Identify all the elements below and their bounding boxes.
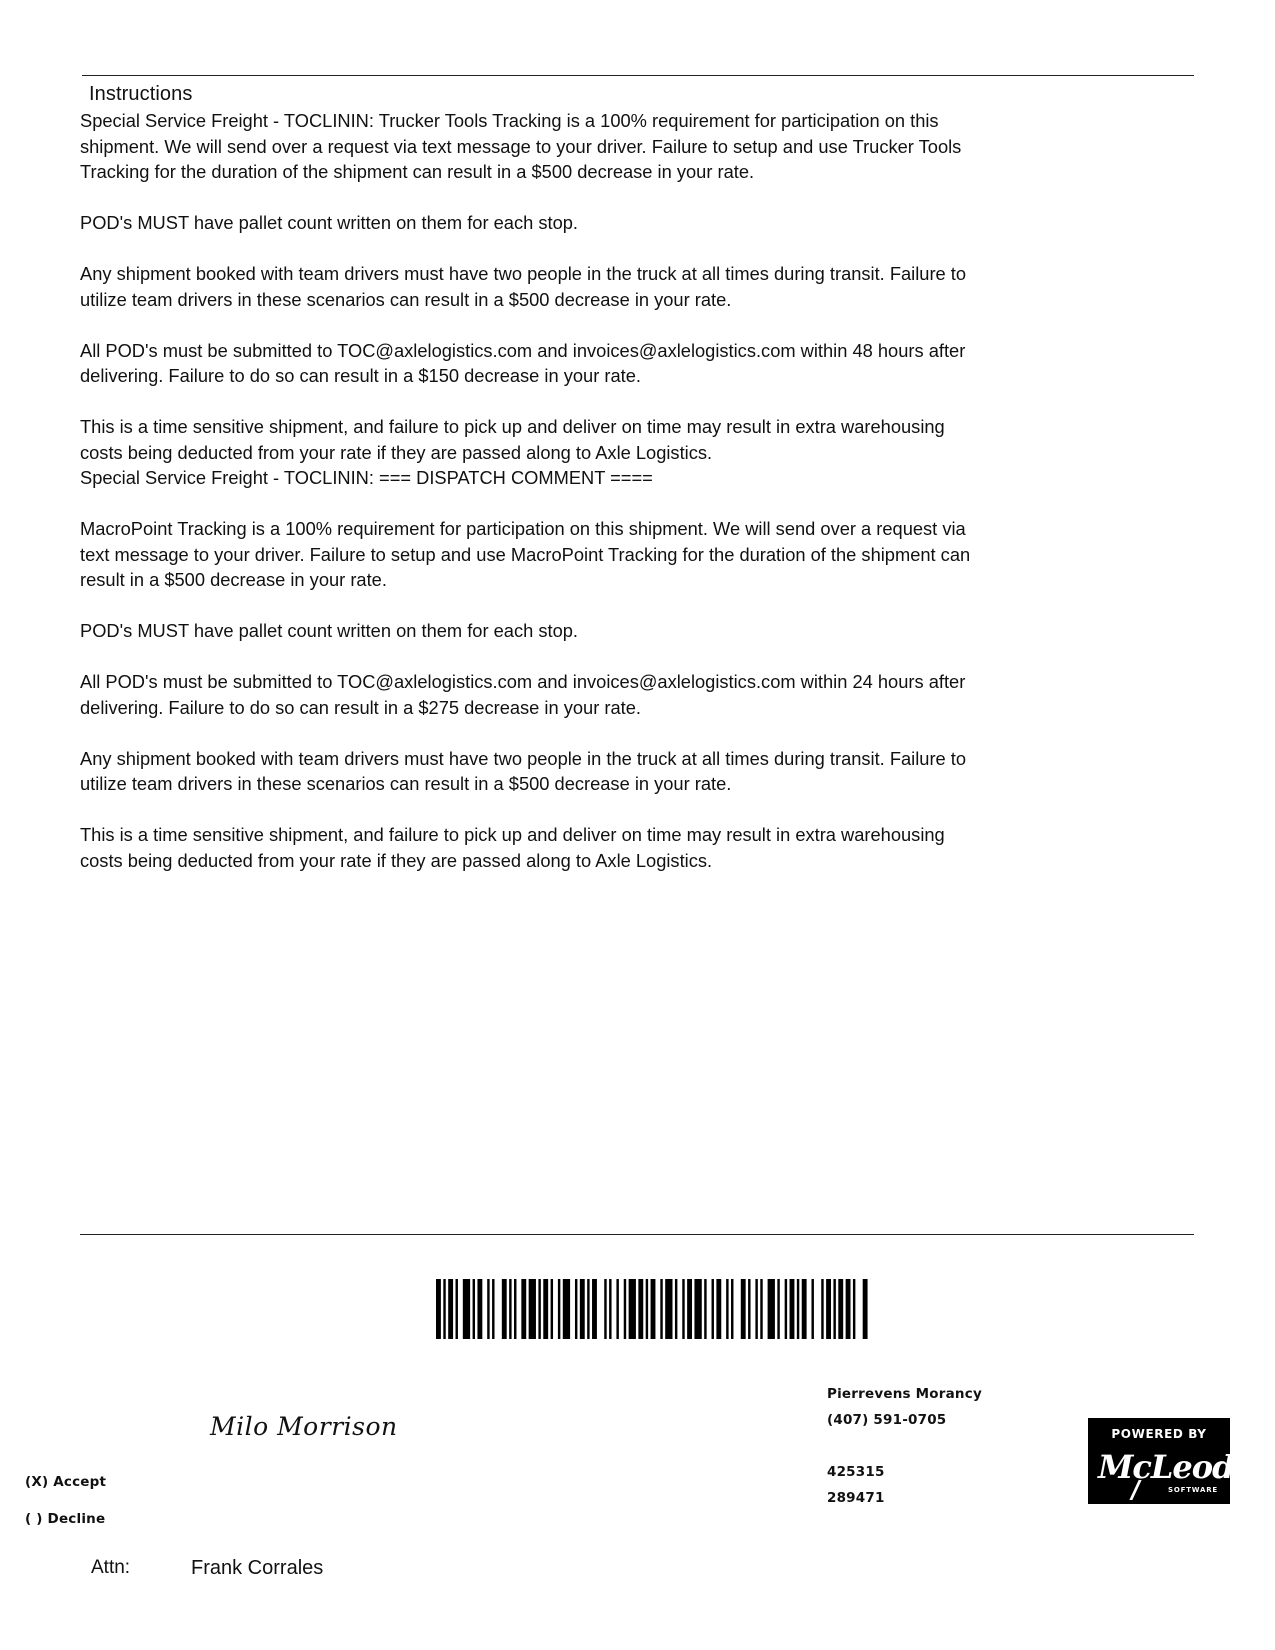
barcode-bar bbox=[811, 1279, 813, 1339]
reference-number: 425315 bbox=[827, 1464, 885, 1480]
barcode-bar bbox=[436, 1279, 441, 1339]
logo-powered-by: POWERED BY bbox=[1111, 1427, 1207, 1441]
barcode-bar bbox=[463, 1279, 470, 1339]
instruction-paragraph: Any shipment booked with team drivers must have two people in the truck at all times during transit. Failure to utilize team drivers in these scenarios can result in a $500 decrease in your rate. bbox=[80, 263, 967, 310]
barcode-bar bbox=[477, 1279, 482, 1339]
barcode-bar bbox=[609, 1279, 611, 1339]
barcode-bar bbox=[521, 1279, 526, 1339]
barcode-bar bbox=[768, 1279, 775, 1339]
barcode-bar bbox=[704, 1279, 706, 1339]
barcode-bar bbox=[592, 1279, 597, 1339]
barcode-bar bbox=[587, 1279, 589, 1339]
barcode-bar bbox=[755, 1279, 757, 1339]
barcode-bar bbox=[604, 1279, 606, 1339]
instruction-paragraph: MacroPoint Tracking is a 100% requirement for participation on this shipment. We will send over a request via text message to your driver. Failure to setup and use MacroPoint Tracking for the duration of the shipment can result in a $500 decrease in your rate. bbox=[80, 518, 971, 590]
logo-sub: SOFTWARE bbox=[1168, 1486, 1218, 1494]
barcode-bar bbox=[563, 1279, 570, 1339]
barcode-bar bbox=[665, 1279, 672, 1339]
barcode-bar bbox=[543, 1279, 548, 1339]
barcode-bar bbox=[777, 1279, 779, 1339]
barcode-bar bbox=[785, 1279, 787, 1339]
barcode-bar bbox=[726, 1279, 728, 1339]
top-divider bbox=[82, 75, 1194, 76]
barcode-bar bbox=[580, 1279, 585, 1339]
attn-label: Attn: bbox=[91, 1557, 131, 1578]
barcode-bar bbox=[760, 1279, 762, 1339]
bottom-divider bbox=[80, 1234, 1194, 1235]
barcode-bar bbox=[833, 1279, 835, 1339]
barcode-bar bbox=[838, 1279, 843, 1339]
barcode-bar bbox=[748, 1279, 750, 1339]
barcode-bar bbox=[802, 1279, 807, 1339]
signature: Milo Morrison bbox=[210, 1412, 398, 1441]
barcode-bar bbox=[731, 1279, 733, 1339]
barcode-bar bbox=[529, 1279, 536, 1339]
instruction-paragraph: Special Service Freight - TOCLININ: Trucker Tools Tracking is a 100% requirement for participation on this shipment. We will send over a request via text message to your driver. Failure to setup and use Trucker Tools Tracking for the duration of the shipment can result in a $500 decrease in your rate. bbox=[80, 110, 962, 182]
barcode-bar bbox=[694, 1279, 701, 1339]
barcode-bar bbox=[716, 1279, 721, 1339]
barcode-bar bbox=[687, 1279, 692, 1339]
barcode-bar bbox=[863, 1279, 868, 1339]
barcode-bar bbox=[509, 1279, 511, 1339]
instruction-paragraph: This is a time sensitive shipment, and failure to pick up and deliver on time may result in extra warehousing costs being deducted from your rate if they are passed along to Axle Logistics. bbox=[80, 824, 945, 871]
barcode-bar bbox=[538, 1279, 540, 1339]
instruction-paragraph: This is a time sensitive shipment, and failure to pick up and deliver on time may result in extra warehousing costs being deducted from your rate if they are passed along to Axle Logistics. Special Service Freight - TOCLININ: === DISPATCH COMMENT ==== bbox=[80, 416, 945, 488]
barcode-bar bbox=[741, 1279, 746, 1339]
attn-name: Frank Corrales bbox=[191, 1557, 324, 1579]
barcode-bar bbox=[558, 1279, 560, 1339]
barcode-bar bbox=[502, 1279, 507, 1339]
barcode-bar bbox=[616, 1279, 618, 1339]
accept-option: (X) Accept bbox=[25, 1474, 107, 1490]
barcode-bar bbox=[821, 1279, 823, 1339]
barcode-bar bbox=[682, 1279, 684, 1339]
instruction-paragraph: Any shipment booked with team drivers must have two people in the truck at all times during transit. Failure to utilize team drivers in these scenarios can result in a $500 decrease in your rate. bbox=[80, 747, 967, 794]
barcode-bar bbox=[514, 1279, 516, 1339]
barcode-bar bbox=[846, 1279, 851, 1339]
barcode-bar bbox=[675, 1279, 677, 1339]
instructions-body bbox=[80, 108, 1180, 873]
barcode-bar bbox=[575, 1279, 577, 1339]
barcode-bar bbox=[487, 1279, 489, 1339]
reference-number: 289471 bbox=[827, 1490, 885, 1506]
barcode-bar bbox=[790, 1279, 795, 1339]
barcode-bar bbox=[826, 1279, 831, 1339]
logo-brand: McLeod bbox=[1098, 1448, 1234, 1486]
barcode-bar bbox=[646, 1279, 648, 1339]
barcode-bar bbox=[651, 1279, 656, 1339]
barcode-bar bbox=[624, 1279, 626, 1339]
barcode-bar bbox=[638, 1279, 643, 1339]
mcleod-logo bbox=[1088, 1418, 1234, 1504]
barcode-bar bbox=[473, 1279, 475, 1339]
barcode-bar bbox=[660, 1279, 662, 1339]
barcode-bar bbox=[629, 1279, 636, 1339]
barcode-bar bbox=[448, 1279, 453, 1339]
contact-phone: (407) 591-0705 bbox=[827, 1412, 947, 1428]
decline-option: ( ) Decline bbox=[25, 1511, 106, 1527]
barcode-bar bbox=[712, 1279, 714, 1339]
barcode-bar bbox=[456, 1279, 458, 1339]
barcode-bar bbox=[853, 1279, 855, 1339]
instruction-paragraph: All POD's must be submitted to TOC@axlelogistics.com and invoices@axlelogistics.com within 24 hours after delivering. Failure to do so can result in a $275 decrease in your rate. bbox=[80, 671, 966, 718]
instruction-paragraph: POD's MUST have pallet count written on them for each stop. bbox=[80, 212, 578, 233]
contact-name: Pierrevens Morancy bbox=[827, 1386, 982, 1402]
instructions-heading: Instructions bbox=[89, 83, 193, 105]
instruction-paragraph: POD's MUST have pallet count written on them for each stop. bbox=[80, 620, 578, 641]
barcode-bar bbox=[551, 1279, 553, 1339]
barcode-bar bbox=[492, 1279, 494, 1339]
barcode-bar bbox=[443, 1279, 445, 1339]
instruction-paragraph: All POD's must be submitted to TOC@axlelogistics.com and invoices@axlelogistics.com within 48 hours after delivering. Failure to do so can result in a $150 decrease in your rate. bbox=[80, 339, 966, 386]
barcode bbox=[436, 1279, 870, 1339]
barcode-bar bbox=[797, 1279, 799, 1339]
